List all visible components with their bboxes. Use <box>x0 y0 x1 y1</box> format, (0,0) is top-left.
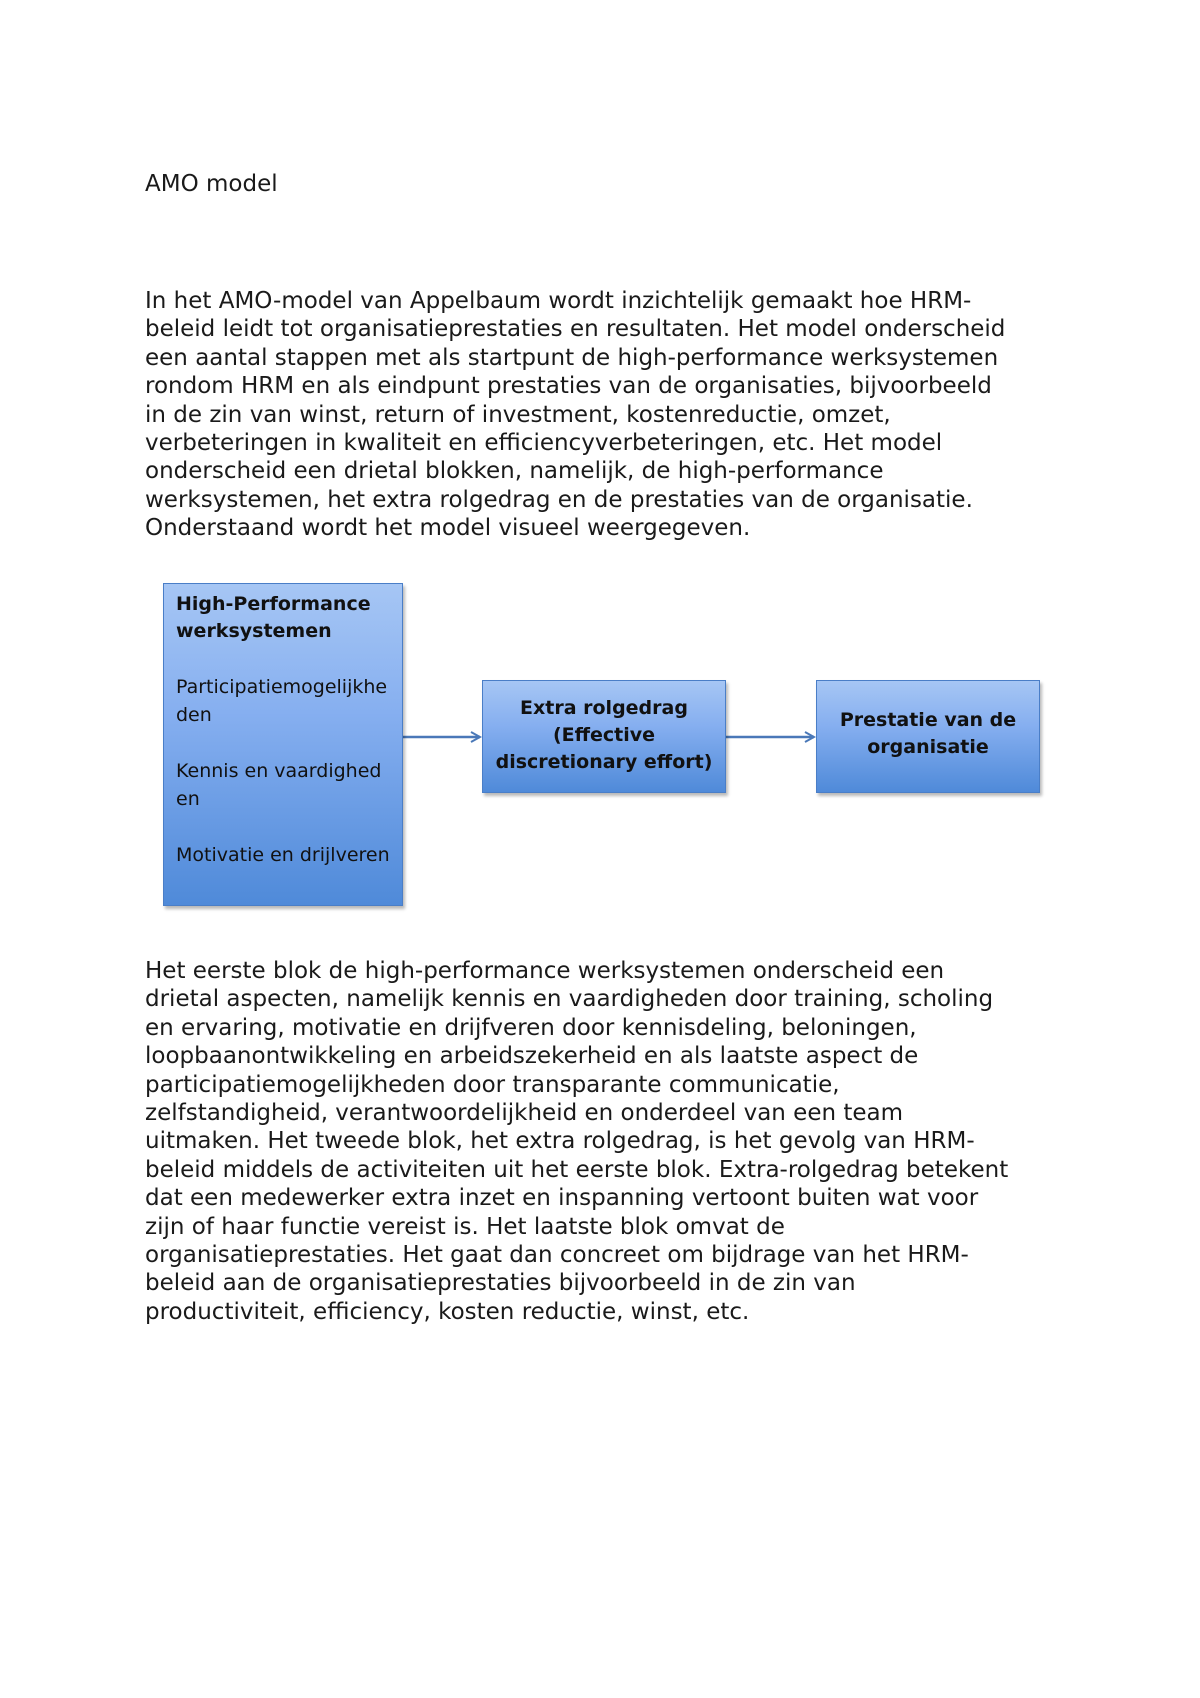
high-performance-box <box>163 583 403 906</box>
motivatie-item: Motivatie en drijlveren <box>176 844 390 866</box>
document-title: AMO model <box>145 171 278 197</box>
extra-rolgedrag-box <box>482 680 726 793</box>
high-performance-heading: High-Performance werksystemen <box>176 593 371 642</box>
extra-rolgedrag-label: Extra rolgedrag <box>520 697 688 719</box>
kennis-item: Kennis en vaardigheden <box>176 760 382 810</box>
body-paragraph: Het eerste blok de high-performance werksystemen onderscheid een drietal aspecten, namelijk kennis en vaardigheden door training, scholing en ervaring, motivatie en drijfveren door kennisdeling, beloningen, loopbaanontwikkeling en arbeidszekerheid en als laatste aspect de participatiemogelijkheden door transparante communicatie, zelfstandigheid, verantwoordelijkheid en onderdeel van een team uitmaken. Het tweede blok, het extra rolgedrag, is het gevolg van HRM- beleid middels de activiteiten uit het eerste blok. Extra-rolgedrag betekent dat een medewerker extra inzet en inspanning vertoont buiten wat voor zijn of haar functie vereist is. Het laatste blok omvat de organisatieprestaties. Het gaat dan concreet om bijdrage van het HRM- beleid aan de organisatieprestaties bijvoorbeeld in de zin van productiviteit, efficiency, kosten reductie, winst, etc. <box>145 958 1009 1325</box>
prestatie-box <box>816 680 1040 793</box>
amo-diagram <box>150 575 1050 915</box>
intro-paragraph: In het AMO-model van Appelbaum wordt inzichtelijk gemaakt hoe HRM- beleid leidt tot organisatieprestaties en resultaten. Het model onderscheid een aantal stappen met als startpunt de high-performance werksystemen rondom HRM en als eindpunt prestaties van de organisaties, bijvoorbeeld in de zin van winst, return of investment, kostenreductie, omzet, verbeteringen in kwaliteit en efficiencyverbeteringen, etc. Het model onderscheid een drietal blokken, namelijk, de high-performance werksystemen, het extra rolgedrag en de prestaties van de organisatie. Onderstaand wordt het model visueel weergegeven. <box>145 288 1006 542</box>
prestatie-label: Prestatie van de organisatie <box>839 709 1017 758</box>
effective-effort-label: (Effective discretionary effort) <box>495 724 713 773</box>
participatie-item: Participatiemogelijkheden <box>176 676 388 726</box>
